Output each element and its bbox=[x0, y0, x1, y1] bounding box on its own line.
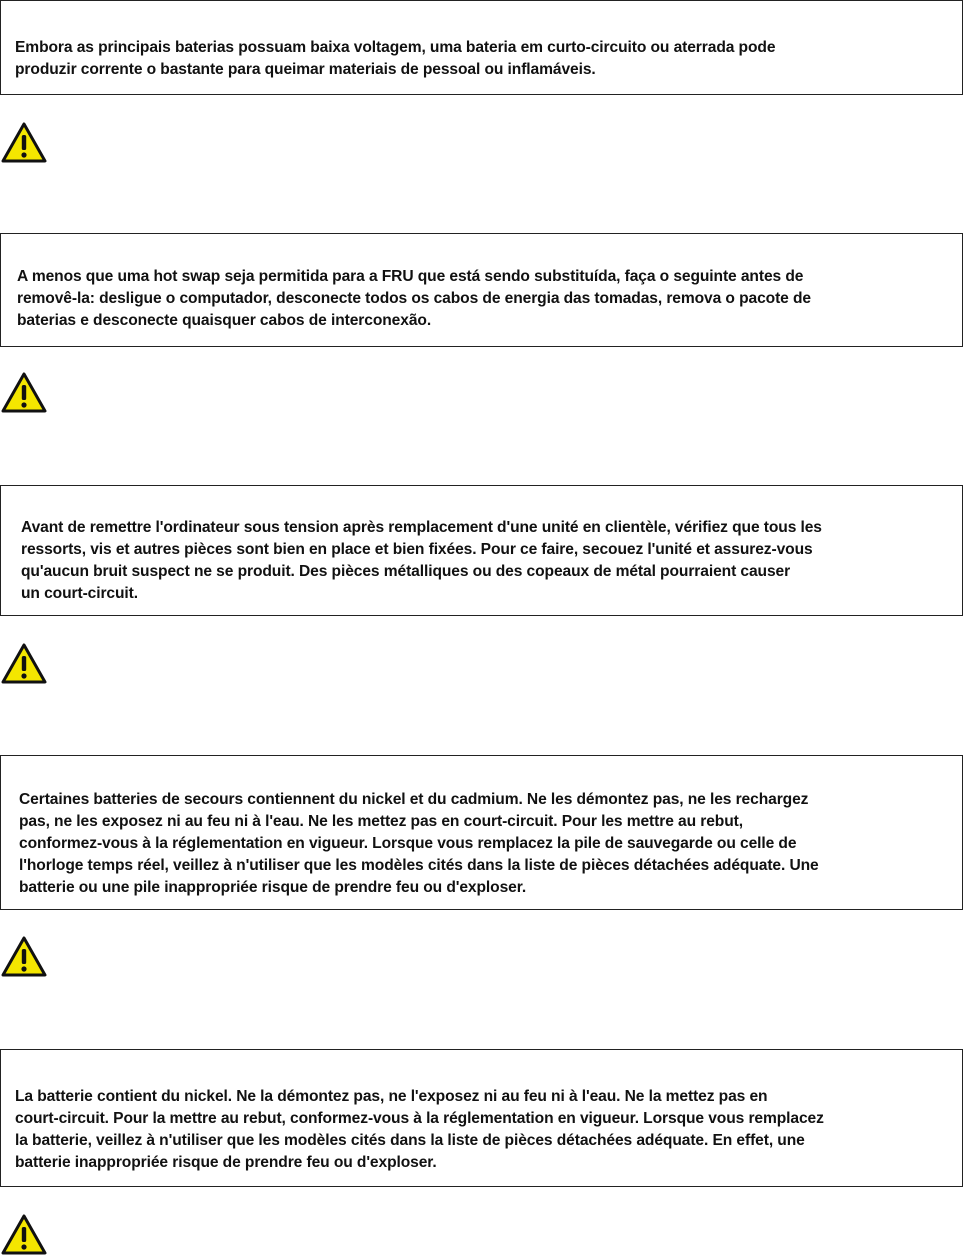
notice-3-line-2: ressorts, vis et autres pièces sont bien en place et bien fixées. Pour ce faire, secouez l'unité et assurez-vous bbox=[21, 541, 813, 558]
notice-2-line-2: removê-la: desligue o computador, desconecte todos os cabos de energia das tomadas, remova o pacote de bbox=[17, 290, 811, 307]
notice-3-line-4: un court-circuit. bbox=[21, 585, 138, 602]
caution-notice-5 bbox=[0, 1049, 963, 1187]
caution-notice-4 bbox=[0, 755, 963, 910]
warning-triangle-icon bbox=[1, 371, 47, 413]
notice-5-text bbox=[15, 1086, 824, 1174]
notice-5-line-3: la batterie, veillez à n'utiliser que les modèles cités dans la liste de pièces détachées adéquate. En effet, une bbox=[15, 1132, 805, 1149]
notice-3-line-3: qu'aucun bruit suspect ne se produit. Des pièces métalliques ou des copeaux de métal pourraient causer bbox=[21, 563, 791, 580]
caution-notice-1 bbox=[0, 0, 963, 95]
notice-3-text bbox=[21, 517, 822, 605]
warning-triangle-icon bbox=[1, 935, 47, 977]
warning-triangle-icon bbox=[1, 121, 47, 163]
notice-4-line-2: pas, ne les exposez ni au feu ni à l'eau. Ne les mettez pas en court-circuit. Pour les mettre au rebut, bbox=[19, 813, 743, 830]
notice-4-line-4: l'horloge temps réel, veillez à n'utiliser que les modèles cités dans la liste de pièces détachées adéquate. Une bbox=[19, 857, 819, 874]
notice-5-line-1: La batterie contient du nickel. Ne la démontez pas, ne l'exposez ni au feu ni à l'eau. Ne la mettez pas en bbox=[15, 1088, 768, 1105]
notice-5-line-2: court-circuit. Pour la mettre au rebut, conformez-vous à la réglementation en vigueur. Lorsque vous remplacez bbox=[15, 1110, 824, 1127]
notice-4-line-3: conformez-vous à la réglementation en vigueur. Lorsque vous remplacez la pile de sauvegarde ou celle de bbox=[19, 835, 797, 852]
notice-2-line-3: baterias e desconecte quaisquer cabos de interconexão. bbox=[17, 312, 432, 329]
warning-triangle-icon bbox=[1, 642, 47, 684]
notice-1-line-1: Embora as principais baterias possuam baixa voltagem, uma bateria em curto-circuito ou aterrada pode bbox=[15, 39, 776, 56]
notice-4-line-5: batterie ou une pile inappropriée risque de prendre feu ou d'exploser. bbox=[19, 879, 527, 896]
notice-2-text bbox=[17, 266, 811, 332]
caution-notice-3 bbox=[0, 485, 963, 616]
notice-4-text bbox=[19, 789, 819, 899]
warning-triangle-icon bbox=[1, 1213, 47, 1255]
notice-5-line-4: batterie inappropriée risque de prendre feu ou d'exploser. bbox=[15, 1154, 437, 1171]
notice-2-line-1: A menos que uma hot swap seja permitida para a FRU que está sendo substituída, faça o seguinte antes de bbox=[17, 268, 804, 285]
notice-4-line-1: Certaines batteries de secours contiennent du nickel et du cadmium. Ne les démontez pas, ne les rechargez bbox=[19, 791, 809, 808]
notice-1-line-2: produzir corrente o bastante para queimar materiais de pessoal ou inflamáveis. bbox=[15, 61, 596, 78]
notice-3-line-1: Avant de remettre l'ordinateur sous tension après remplacement d'une unité en clientèle, vérifiez que tous les bbox=[21, 519, 822, 536]
notice-1-text bbox=[15, 37, 775, 81]
caution-notice-2 bbox=[0, 233, 963, 347]
